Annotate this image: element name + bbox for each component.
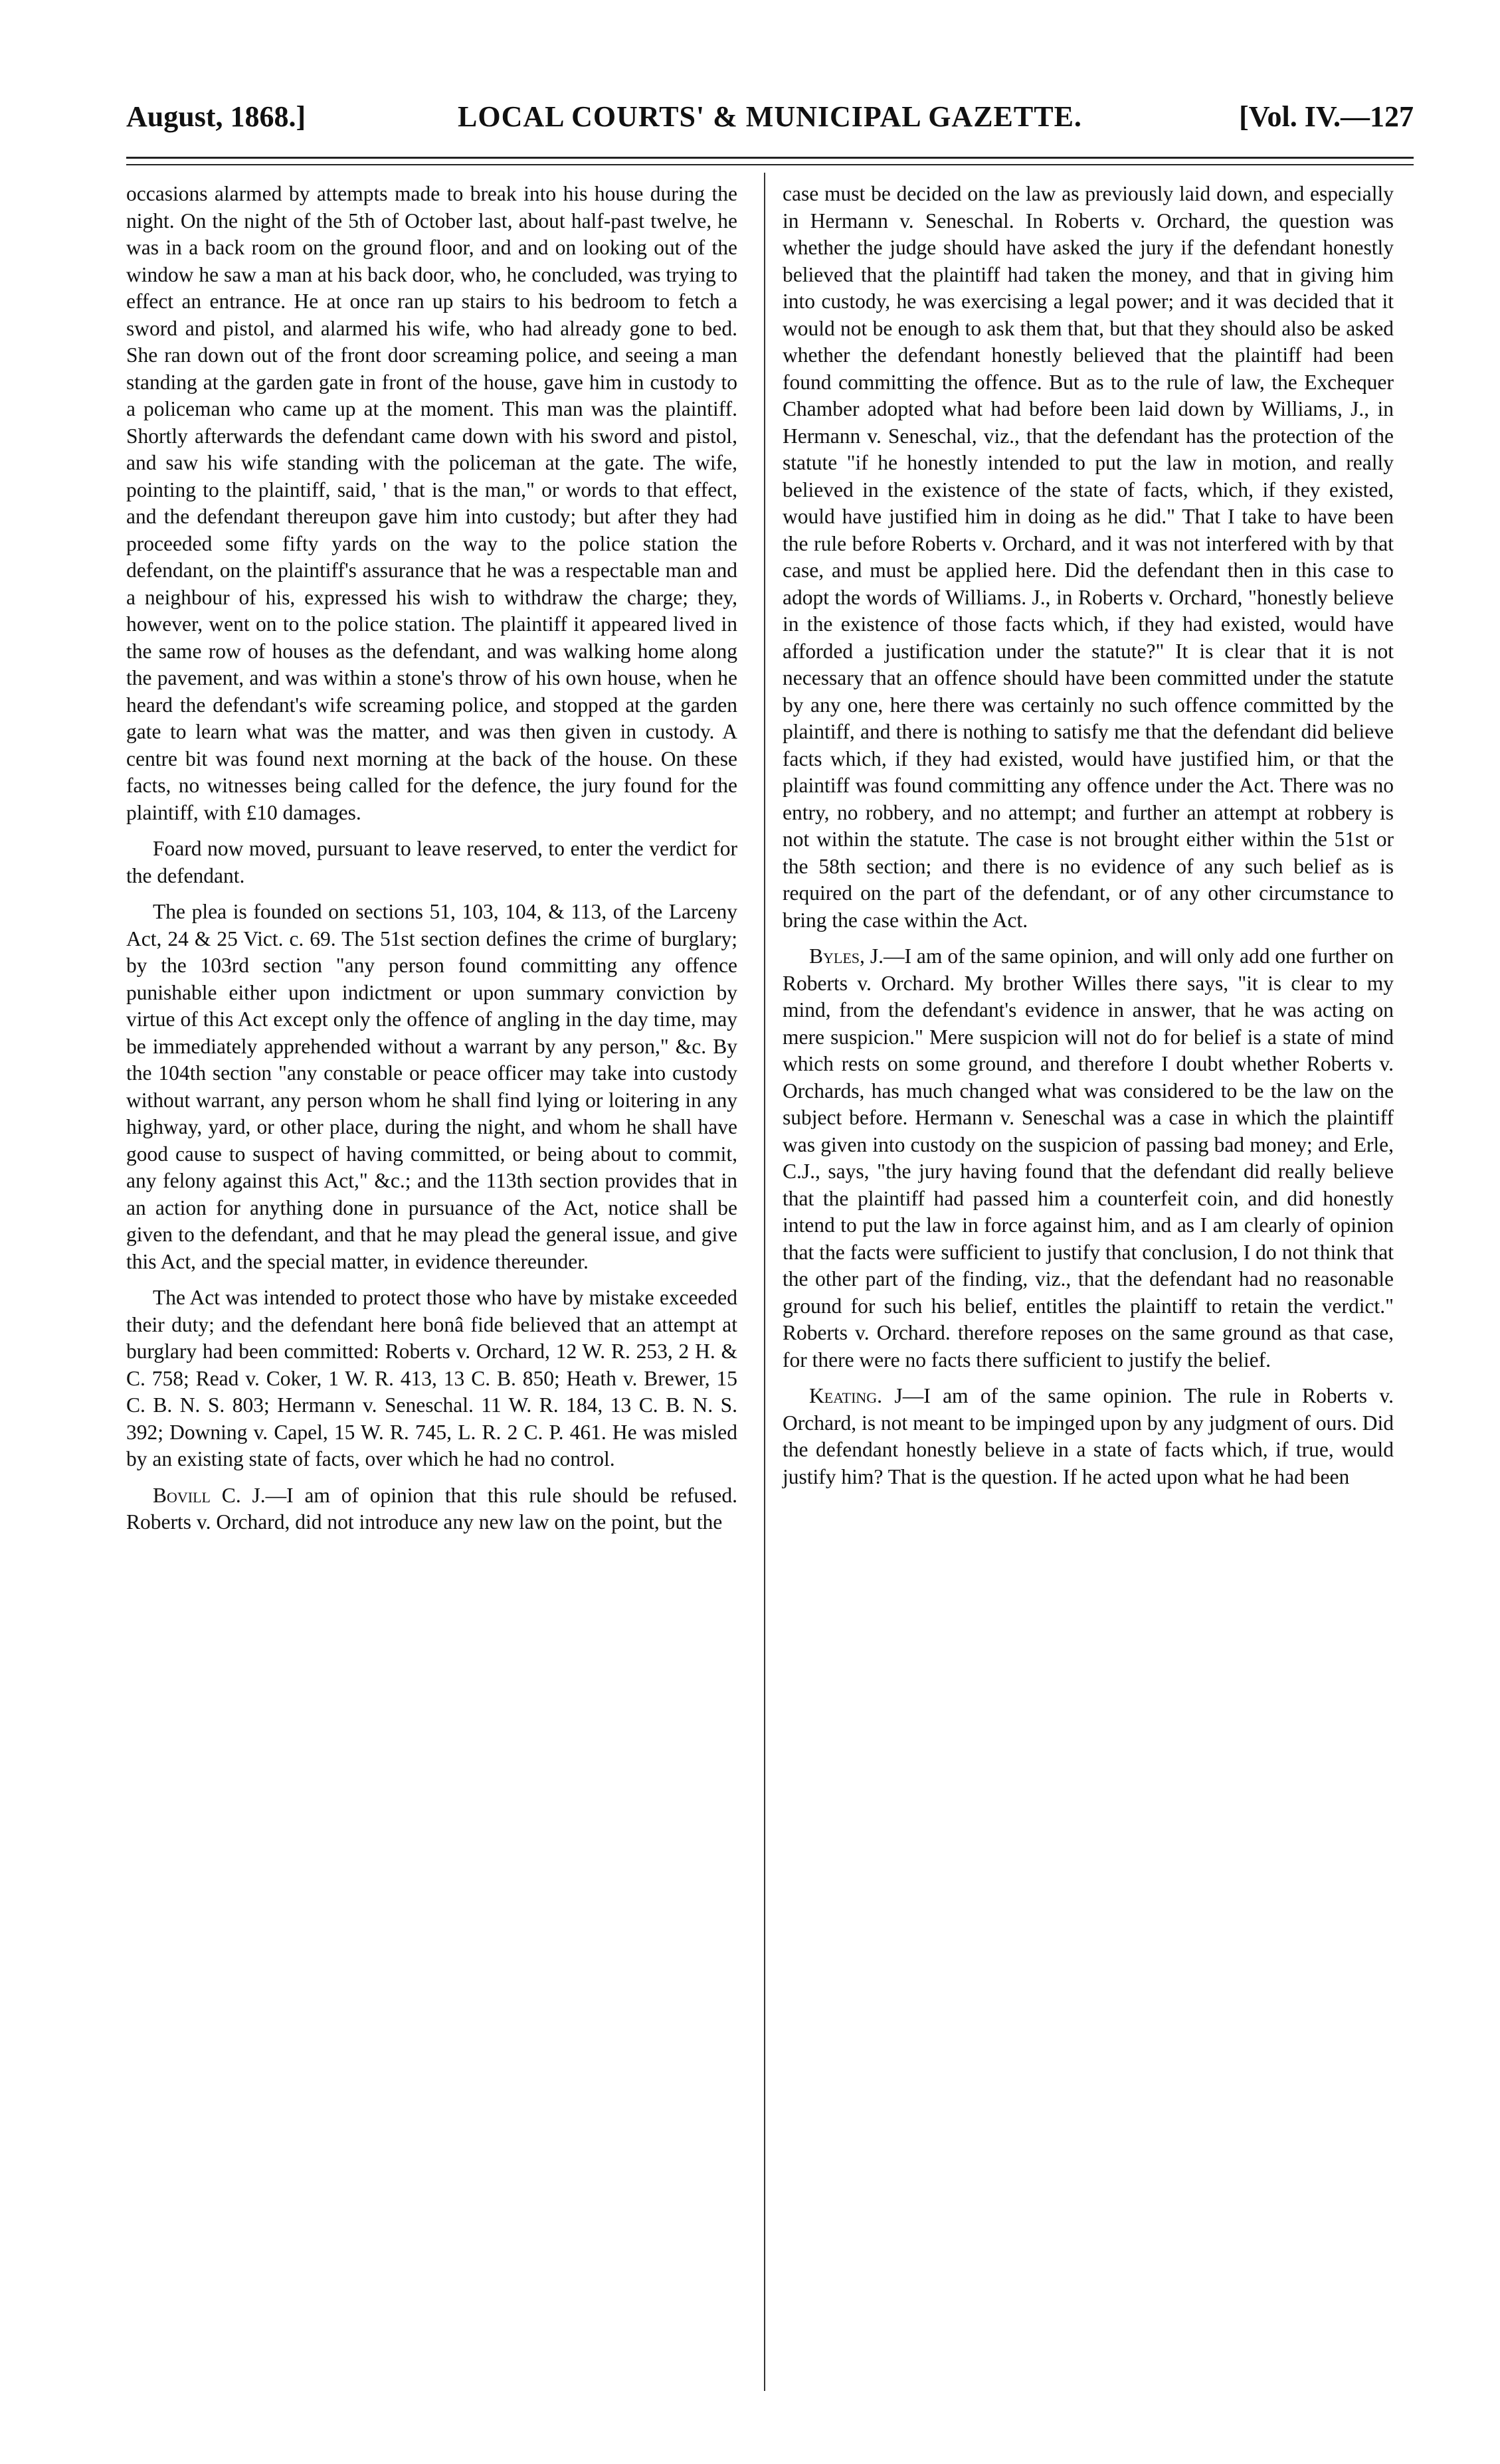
column-divider — [764, 173, 765, 2391]
right-column — [783, 181, 1394, 1500]
judge-name: Bovill C. J. — [153, 1483, 266, 1507]
judge-name: Byles, J. — [809, 944, 884, 968]
left-column — [126, 181, 737, 1545]
judge-name: Keating. J — [809, 1384, 903, 1407]
left-paragraph-5 — [126, 1482, 737, 1536]
right-paragraph-2 — [783, 943, 1394, 1373]
right-paragraph-1: case must be decided on the law as previously laid down, and especially in Hermann v. Seneschal. In Roberts v. Orchard, the question was whether the judge should have asked the jury if the defendant honestly believed that the plaintiff had taken the money, and that in giving him into custody, he was exercising a legal power; and it was decided that it would not be enough to ask them that, but that they should also be asked whether the defendant honestly believed that the plaintiff had been found committing the offence. But as to the rule of law, the Exchequer Chamber adopted what had before been laid down by Williams, J., in Hermann v. Seneschal, viz., that the defendant has the protection of the statute "if he honestly intended to put the law in motion, and really believed in the existence of the state of facts, which, if they existed, would have justified him in doing as he did." That I take to have been the rule before Roberts v. Orchard, and it was not interfered with by that case, and must be applied here. Did the defendant then in this case to adopt the words of Williams. J., in Roberts v. Orchard, "honestly believe in the existence of those facts which, if they had existed, would have afforded a justification under the statute?" It is clear that it is not necessary that an offence should have been committed under the statute by any one, here there was certainly no such offence committed by the plaintiff, and there is nothing to satisfy me that the defendant did believe facts which, if they had existed, would have justified him, or that the plaintiff was found committing any offence under the Act. There was no entry, no robbery, and no attempt; and further an attempt at robbery is not within the statute. The case is not brought either within the 51st or the 58th section; and there is no evidence of any such belief as is required on the part of the defendant, or of any other circumstance to bring the case within the Act. — [783, 182, 1394, 932]
header-volume: [Vol. IV.—127 — [1239, 100, 1414, 133]
left-paragraph-4: The Act was intended to protect those who have by mistake exceeded their duty; and the defendant here bonâ fide believed that an attempt at burglary had been committed: Roberts v. Orchard, 12 W. R. 253, 2 H. & C. 758; Read v. Coker, 1 W. R. 413, 13 C. B. 850; Heath v. Brewer, 15 C. B. N. S. 803; Hermann v. Seneschal. 11 W. R. 184, 13 C. B. N. S. 392; Downing v. Capel, 15 W. R. 745, L. R. 2 C. P. 461. He was misled by an existing state of facts, over which he had no control. — [126, 1286, 737, 1470]
right-paragraph-3-text: —I am of the same opinion. The rule in Roberts v. Orchard, is not meant to be impinged upon by any judgment of ours. Did the defendant honestly believe in a state of facts which, if true, would justify him? That is the question. If he acted upon what he had been — [783, 1384, 1394, 1488]
left-paragraph-3: The plea is founded on sections 51, 103, 104, & 113, of the Larceny Act, 24 & 25 Vict. c. 69. The 51st section defines the crime of burglary; by the 103rd section "any person found committing any offence punishable either upon indictment or upon summary conviction by virtue of this Act except only the offence of angling in the day time, may be immediately apprehended without a warrant by any person," &c. By the 104th section "any constable or peace officer may take into custody without warrant, any person whom he shall find lying or loitering in any highway, yard, or other place, during the night, and whom he shall have good cause to suspect of having committed, or being about to commit, any felony against this Act," &c.; and the 113th section provides that in an action for anything done in pursuance of the Act, notice shall be given to the defendant, and that he may plead the general issue, and give this Act, and the special matter, in evidence thereunder. — [126, 900, 737, 1273]
left-paragraph-1: occasions alarmed by attempts made to break into his house during the night. On the night of the 5th of October last, about half-past twelve, he was in a back room on the ground floor, and and on looking out of the window he saw a man at his back door, who, he concluded, was trying to effect an entrance. He at once ran up stairs to his bedroom to fetch a sword and pistol, and alarmed his wife, who had already gone to bed. She ran down out of the front door screaming police, and seeing a man standing at the garden gate in front of the house, gave him in custody to a policeman who came up at the moment. This man was the plaintiff. Shortly afterwards the defendant came down with his sword and pistol, and saw his wife standing with the policeman at the gate. The wife, pointing to the plaintiff, said, ' that is the man," or words to that effect, and the defendant thereupon gave him into custody; but after they had proceeded some fifty yards on the way to the police station the defendant, on the plaintiff's assurance that he was a respectable man and a neighbour of his, expressed his wish to withdraw the charge; they, however, went on to the police station. The plaintiff it appeared lived in the same row of houses as the defendant, and was walking home along the pavement, and was within a stone's throw of his own house, when he heard the defendant's wife screaming police, and stopped at the garden gate to learn what was the matter, and was then given in custody. A centre bit was found next morning at the back of the house. On these facts, no witnesses being called for the defence, the jury found for the plaintiff, with £10 damages. — [126, 182, 737, 824]
header-date: August, 1868.] — [126, 100, 306, 133]
left-paragraph-2: Foard now moved, pursuant to leave reserved, to enter the verdict for the defendant. — [126, 837, 737, 887]
right-paragraph-3 — [783, 1383, 1394, 1490]
header-title: LOCAL COURTS' & MUNICIPAL GAZETTE. — [458, 100, 1082, 133]
header-rule — [126, 157, 1414, 165]
page-header — [126, 100, 1414, 153]
right-paragraph-2-text: —I am of the same opinion, and will only add one further on Roberts v. Orchard. My brother Willes there says, "it is clear to my mind, from the defendant's evidence in answer, that he was acting on mere suspicion." Mere suspicion will not do for belief is a state of mind which rests on some ground, and therefore I doubt whether Roberts v. Orchards, has much changed what was considered to be the law on the subject before. Hermann v. Seneschal was a case in which the plaintiff was given into custody on the suspicion of passing bad money; and Erle, C.J., says, "the jury having found that the defendant did really believe that the plaintiff had passed him a counterfeit coin, and did honestly intend to put the law in force against him, and as I am clearly of opinion that the facts were sufficient to justify that conclusion, I do not think that the other part of the finding, viz., that the defendant had no reasonable ground for such his belief, entitles the plaintiff to retain the verdict." Roberts v. Orchard. therefore reposes on the same ground as that case, for there were no facts there sufficient to justify the belief. — [783, 944, 1394, 1371]
left-paragraph-5-text: —I am of opinion that this rule should be refused. Roberts v. Orchard, did not introduce any new law on the point, but the — [126, 1483, 737, 1534]
